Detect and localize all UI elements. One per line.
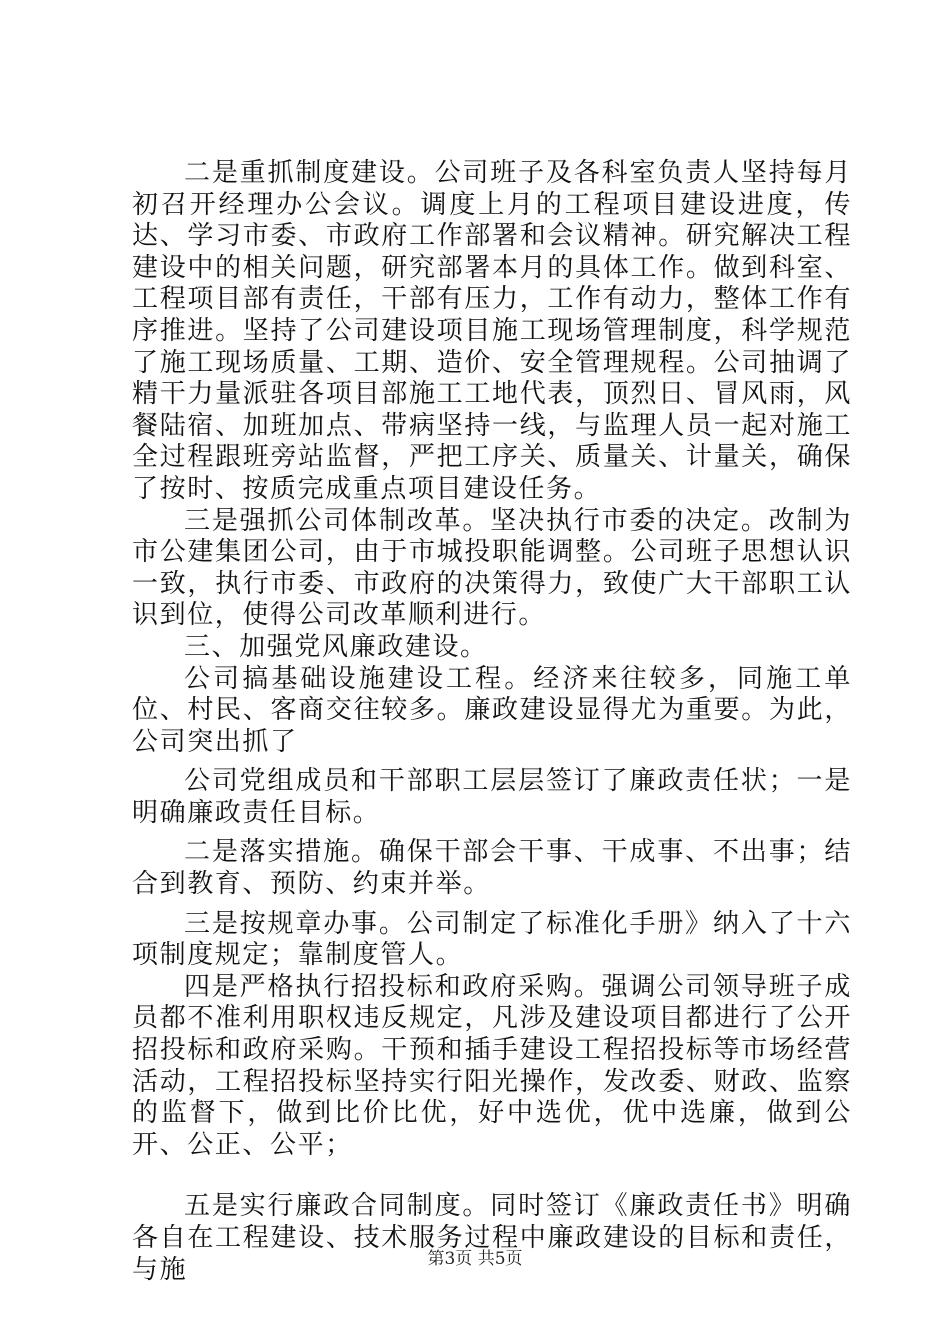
paragraph-system-reform: 三是强抓公司体制改革。坚决执行市委的决定。改制为市公建集团公司，由于市城投职能调整。公司班子思想认识一致，执行市委、市政府的决策得力，致使广大干部职工认识到位，使得公司改革顺利进行。	[132, 505, 852, 631]
paragraph-measures: 二是落实措施。确保干部会干事、干成事、不出事；结合到教育、预防、约束并举。	[132, 837, 852, 900]
page-number: 第3页 共5页	[427, 1249, 523, 1269]
document-body	[132, 158, 852, 1286]
paragraph-bidding: 四是严格执行招投标和政府采购。强调公司领导班子成员都不准利用职权违反规定，凡涉及建设项目都进行了公开招投标和政府采购。干预和插手建设工程招投标等市场经营活动，工程招投标坚持实行阳光操作，发改委、财政、监察的监督下，做到比价比优，好中选优，优中选廉，做到公开、公正、公平；	[132, 971, 852, 1160]
paragraph-integrity-intro: 公司搞基础设施建设工程。经济来往较多，同施工单位、村民、客商交往较多。廉政建设显得尤为重要。为此，公司突出抓了	[132, 663, 852, 757]
paragraph-regulations: 三是按规章办事。公司制定了标准化手册》纳入了十六项制度规定；靠制度管人。	[132, 908, 852, 971]
paragraph-system-building: 二是重抓制度建设。公司班子及各科室负责人坚持每月初召开经理办公会议。调度上月的工程项目建设进度，传达、学习市委、市政府工作部署和会议精神。研究解决工程建设中的相关问题，研究部署本月的具体工作。做到科室、工程项目部有责任，干部有压力，工作有动力，整体工作有序推进。坚持了公司建设项目施工现场管理制度，科学规范了施工现场质量、工期、造价、安全管理规程。公司抽调了精干力量派驻各项目部施工工地代表，顶烈日、冒风雨，风餐陆宿、加班加点、带病坚持一线，与监理人员一起对施工全过程跟班旁站监督，严把工序关、质量关、计量关，确保了按时、按质完成重点项目建设任务。	[132, 158, 852, 504]
paragraph-responsibility: 公司党组成员和干部职工层层签订了廉政责任状；一是明确廉政责任目标。	[132, 766, 852, 828]
section-heading-integrity: 三、加强党风廉政建设。	[184, 631, 488, 662]
paragraph-contract: 五是实行廉政合同制度。同时签订《廉政责任书》明确各自在工程建设、技术服务过程中廉政建设的目标和责任，与施	[132, 1191, 852, 1285]
